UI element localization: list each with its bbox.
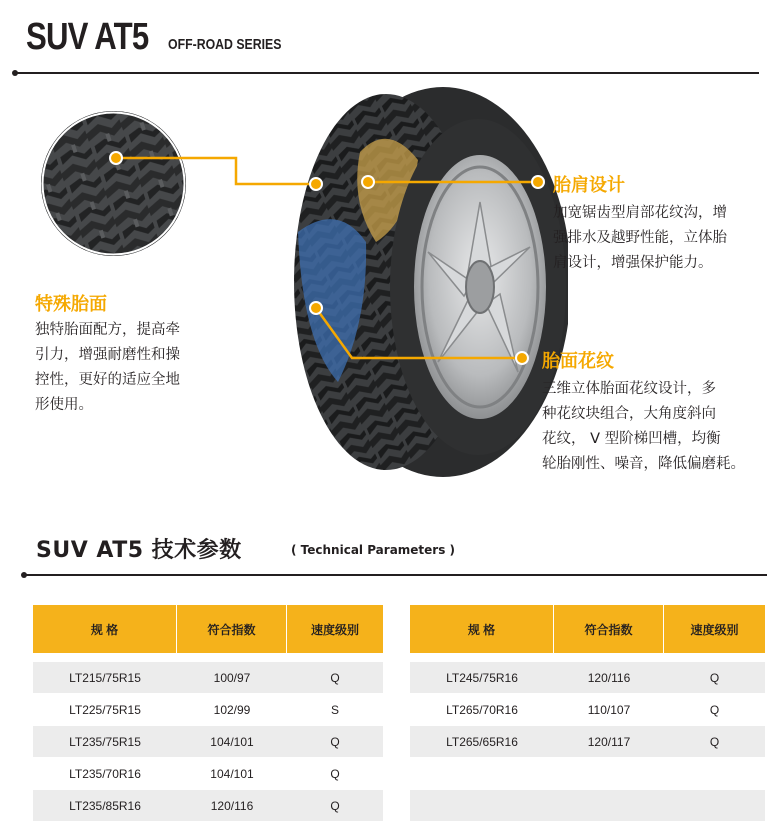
col-load-index-header: 符合指数 [177, 605, 287, 653]
tire-size: LT235/85R16 [33, 790, 177, 822]
speed-rating: Q [287, 790, 383, 822]
speed-rating: Q [287, 726, 383, 758]
load-index: 104/101 [177, 758, 287, 790]
col-load-index-header: 符合指数 [554, 605, 664, 653]
table-row [33, 790, 383, 822]
load-index: 110/107 [554, 694, 664, 726]
series-subtitle: OFF-ROAD SERIES [168, 36, 282, 53]
specs-rule [23, 574, 767, 576]
speed-rating: Q [287, 758, 383, 790]
col-speed-rating-header: 速度级别 [287, 605, 383, 653]
shoulder-line-1: 加宽锯齿型肩部花纹沟，增 [553, 205, 727, 221]
tread-surface-callout-text [35, 318, 225, 418]
table-row [410, 726, 765, 758]
load-index: 120/116 [554, 662, 664, 694]
specs-title: SUV AT5 技术参数 [36, 538, 242, 563]
table-row [33, 662, 383, 694]
tire-size: LT235/75R15 [33, 726, 177, 758]
table-row [410, 694, 765, 726]
tread-surface-line-2: 引力，增强耐磨性和操 [35, 347, 180, 363]
specs-subtitle: ( Technical Parameters ) [291, 543, 456, 557]
table-row [33, 758, 383, 790]
tread-surface-callout-title: 特殊胎面 [35, 294, 107, 315]
tread-pattern-line-3: 花纹， V 型阶梯凹槽，均衡 [542, 431, 721, 447]
speed-rating: S [287, 694, 383, 726]
tread-pattern-line-1: 三维立体胎面花纹设计，多 [542, 381, 716, 397]
tire-size: LT215/75R15 [33, 662, 177, 694]
shoulder-line-3: 肩设计，增强保护能力。 [553, 255, 713, 271]
table-row [410, 662, 765, 694]
shoulder-line-2: 强排水及越野性能，立体胎 [553, 230, 727, 246]
tread-pattern-callout-title: 胎面花纹 [542, 351, 614, 372]
col-size-header: 规 格 [33, 605, 177, 653]
tire-size: LT235/70R16 [33, 758, 177, 790]
speed-rating: Q [287, 662, 383, 694]
tire-size: LT245/75R16 [410, 662, 554, 694]
table-row [33, 694, 383, 726]
speed-rating: Q [664, 726, 765, 758]
table-row-empty [410, 790, 765, 822]
col-size-header: 规 格 [410, 605, 554, 653]
tread-pattern-line-4: 轮胎刚性、噪音，降低偏磨耗。 [542, 456, 745, 472]
page-title: SUV AT5 [26, 16, 149, 58]
load-index: 120/117 [554, 726, 664, 758]
spec-table-left [33, 605, 383, 822]
tread-pattern-line-2: 种花纹块组合，大角度斜向 [542, 406, 716, 422]
tread-pattern-callout-text [542, 377, 767, 477]
col-speed-rating-header: 速度级别 [664, 605, 765, 653]
table-row-empty [410, 758, 765, 790]
load-index: 120/116 [177, 790, 287, 822]
spec-table-right [410, 605, 765, 822]
speed-rating: Q [664, 694, 765, 726]
load-index: 102/99 [177, 694, 287, 726]
tire-size: LT265/70R16 [410, 694, 554, 726]
shoulder-callout-title: 胎肩设计 [553, 175, 625, 196]
speed-rating: Q [664, 662, 765, 694]
table-row [33, 726, 383, 758]
tread-surface-line-4: 形使用。 [35, 397, 93, 413]
tire-size: LT265/65R16 [410, 726, 554, 758]
tread-surface-line-3: 控性，更好的适应全地 [35, 372, 180, 388]
tire-size: LT225/75R15 [33, 694, 177, 726]
load-index: 104/101 [177, 726, 287, 758]
tread-surface-line-1: 独特胎面配方，提高牵 [35, 322, 180, 338]
load-index: 100/97 [177, 662, 287, 694]
shoulder-callout-text [553, 201, 763, 276]
